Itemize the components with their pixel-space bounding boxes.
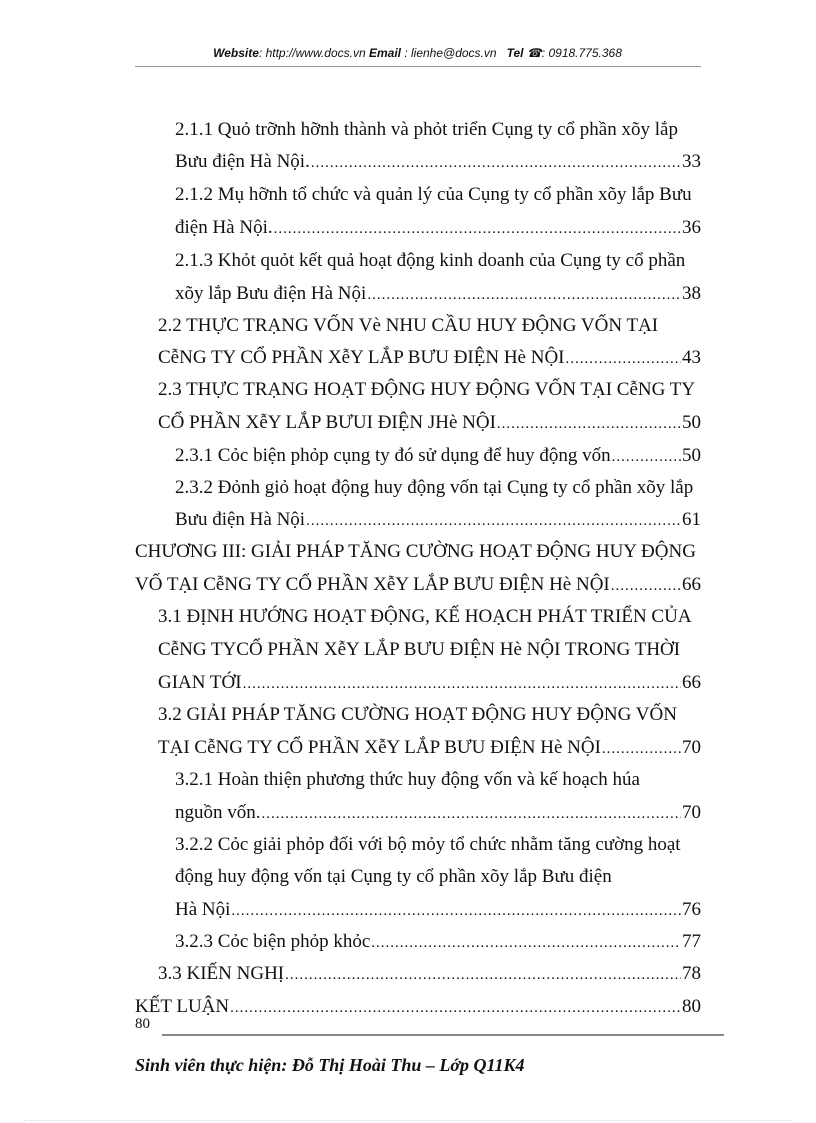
toc-entry: CỔ PHẦN XễY LẮP BƯUI ĐIỆN JHè NỘI ..... 50 bbox=[158, 411, 701, 437]
toc-entry: 2.1.3 Khỏt quỏt kết quả hoạt động kinh doanh của Cụng ty cổ phần bbox=[175, 250, 686, 271]
footer-author: Sinh viên thực hiện: Đỗ Thị Hoài Thu – Lớp Q11K4 bbox=[135, 1055, 525, 1075]
toc-page-number: 43 bbox=[682, 347, 701, 368]
toc-page-number: 50 bbox=[682, 445, 701, 466]
toc-entry: động huy động vốn tại Cụng ty cổ phần xõy lắp Bưu điện bbox=[175, 866, 612, 887]
toc-entry: 3.2.3 Cỏc biện phỏp khỏc ..... 77 bbox=[175, 930, 701, 956]
toc-entry: KẾT LUẬN ..... 80 bbox=[135, 995, 701, 1021]
toc-entry: CễNG TYCỔ PHẦN XễY LẮP BƯU ĐIỆN Hè NỘI TRONG THỜI bbox=[158, 639, 681, 660]
toc-entry: 3.2.1 Hoàn thiện phương thức huy động vốn và kế hoạch húa bbox=[175, 769, 640, 790]
toc-entry: GIAN TỚI ..... 66 bbox=[158, 671, 701, 697]
toc-page-number: 33 bbox=[682, 151, 701, 172]
toc-page-number: 61 bbox=[682, 509, 701, 530]
toc-page-number: 66 bbox=[682, 672, 701, 693]
toc-page-number: 38 bbox=[682, 283, 701, 304]
toc-entry: VỐ TẠI CễNG TY CỔ PHẦN XễY LẮP BƯU ĐIỆN Hè NỘI ..... 66 bbox=[135, 573, 701, 599]
toc-entry: điện Hà Nội. ..... 36 bbox=[175, 216, 701, 242]
toc-page-number: 80 bbox=[682, 996, 701, 1017]
toc-entry: 2.3 THỰC TRẠNG HOẠT ĐỘNG HUY ĐỘNG VỐN TẠI CễNG TY bbox=[158, 379, 696, 400]
toc-entry: 3.2 GIẢI PHÁP TĂNG CƯỜNG HOẠT ĐỘNG HUY ĐỘNG VỐN bbox=[158, 704, 677, 725]
toc-page-number: 76 bbox=[682, 899, 701, 920]
toc-page-number: 78 bbox=[682, 963, 701, 984]
toc-entry: 2.3.1 Cỏc biện phỏp cụng ty đó sử dụng để huy động vốn ..... 50 bbox=[175, 444, 701, 470]
toc-page-number: 66 bbox=[682, 574, 701, 595]
toc-page-number: 70 bbox=[682, 737, 701, 758]
page-bottom-edge bbox=[24, 1120, 792, 1121]
toc-entry: CễNG TY CỔ PHẦN XễY LẮP BƯU ĐIỆN Hè NỘI ..... 43 bbox=[158, 346, 701, 372]
toc-entry: 2.1.1 Quỏ trỡnh hỡnh thành và phỏt triển Cụng ty cổ phần xõy lắp bbox=[175, 119, 678, 140]
header-divider bbox=[135, 66, 701, 67]
website-label: Website bbox=[213, 46, 259, 60]
toc-entry: xõy lắp Bưu điện Hà Nội ..... 38 bbox=[175, 282, 701, 308]
toc-page-number: 70 bbox=[682, 802, 701, 823]
toc-page-number: 50 bbox=[682, 412, 701, 433]
toc-entry: Hà Nội ..... 76 bbox=[175, 898, 701, 924]
toc-entry: 2.3.2 Đỏnh giỏ hoạt động huy động vốn tại Cụng ty cổ phần xõy lắp bbox=[175, 477, 694, 498]
toc-entry: 3.2.2 Cỏc giải phỏp đối với bộ mỏy tổ chức nhằm tăng cường hoạt bbox=[175, 834, 681, 855]
email-value[interactable]: : lienhe@docs.vn bbox=[401, 46, 497, 60]
toc-entry: CHƯƠNG III: GIẢI PHÁP TĂNG CƯỜNG HOẠT ĐỘNG HUY ĐỘNG bbox=[135, 541, 696, 562]
toc-entry: Bưu điện Hà Nội ..... 61 bbox=[175, 508, 701, 534]
toc-entry: 2.1.2 Mụ hỡnh tổ chức và quản lý của Cụng ty cổ phần xõy lắp Bưu bbox=[175, 184, 692, 205]
tel-label: Tel bbox=[506, 46, 524, 60]
toc-entry: Bưu điện Hà Nội. ..... 33 bbox=[175, 150, 701, 176]
toc-entry: nguồn vốn. ..... 70 bbox=[175, 801, 701, 827]
telephone-icon: ☎ bbox=[526, 46, 542, 60]
email-label: Email bbox=[368, 46, 401, 60]
toc-entry: 3.1 ĐỊNH HƯỚNG HOẠT ĐỘNG, KẾ HOẠCH PHÁT TRIỂN CỦA bbox=[158, 606, 692, 627]
tel-value: : 0918.775.368 bbox=[541, 46, 622, 60]
page-header bbox=[135, 46, 700, 60]
footer-divider bbox=[162, 1034, 724, 1036]
toc-entry: 2.2 THỰC TRẠNG VỐN Vè NHU CẦU HUY ĐỘNG VỐN TẠI bbox=[158, 315, 659, 336]
footer-page-number: 80 bbox=[135, 1016, 150, 1032]
toc-entry: TẠI CễNG TY CỔ PHẦN XễY LẮP BƯU ĐIỆN Hè NỘI ..... 70 bbox=[158, 736, 701, 762]
toc-page-number: 36 bbox=[682, 217, 701, 238]
toc-entry: 3.3 KIẾN NGHỊ ..... 78 bbox=[158, 962, 701, 988]
toc-page-number: 77 bbox=[682, 931, 701, 952]
website-value[interactable]: : http://www.docs.vn bbox=[258, 46, 366, 60]
